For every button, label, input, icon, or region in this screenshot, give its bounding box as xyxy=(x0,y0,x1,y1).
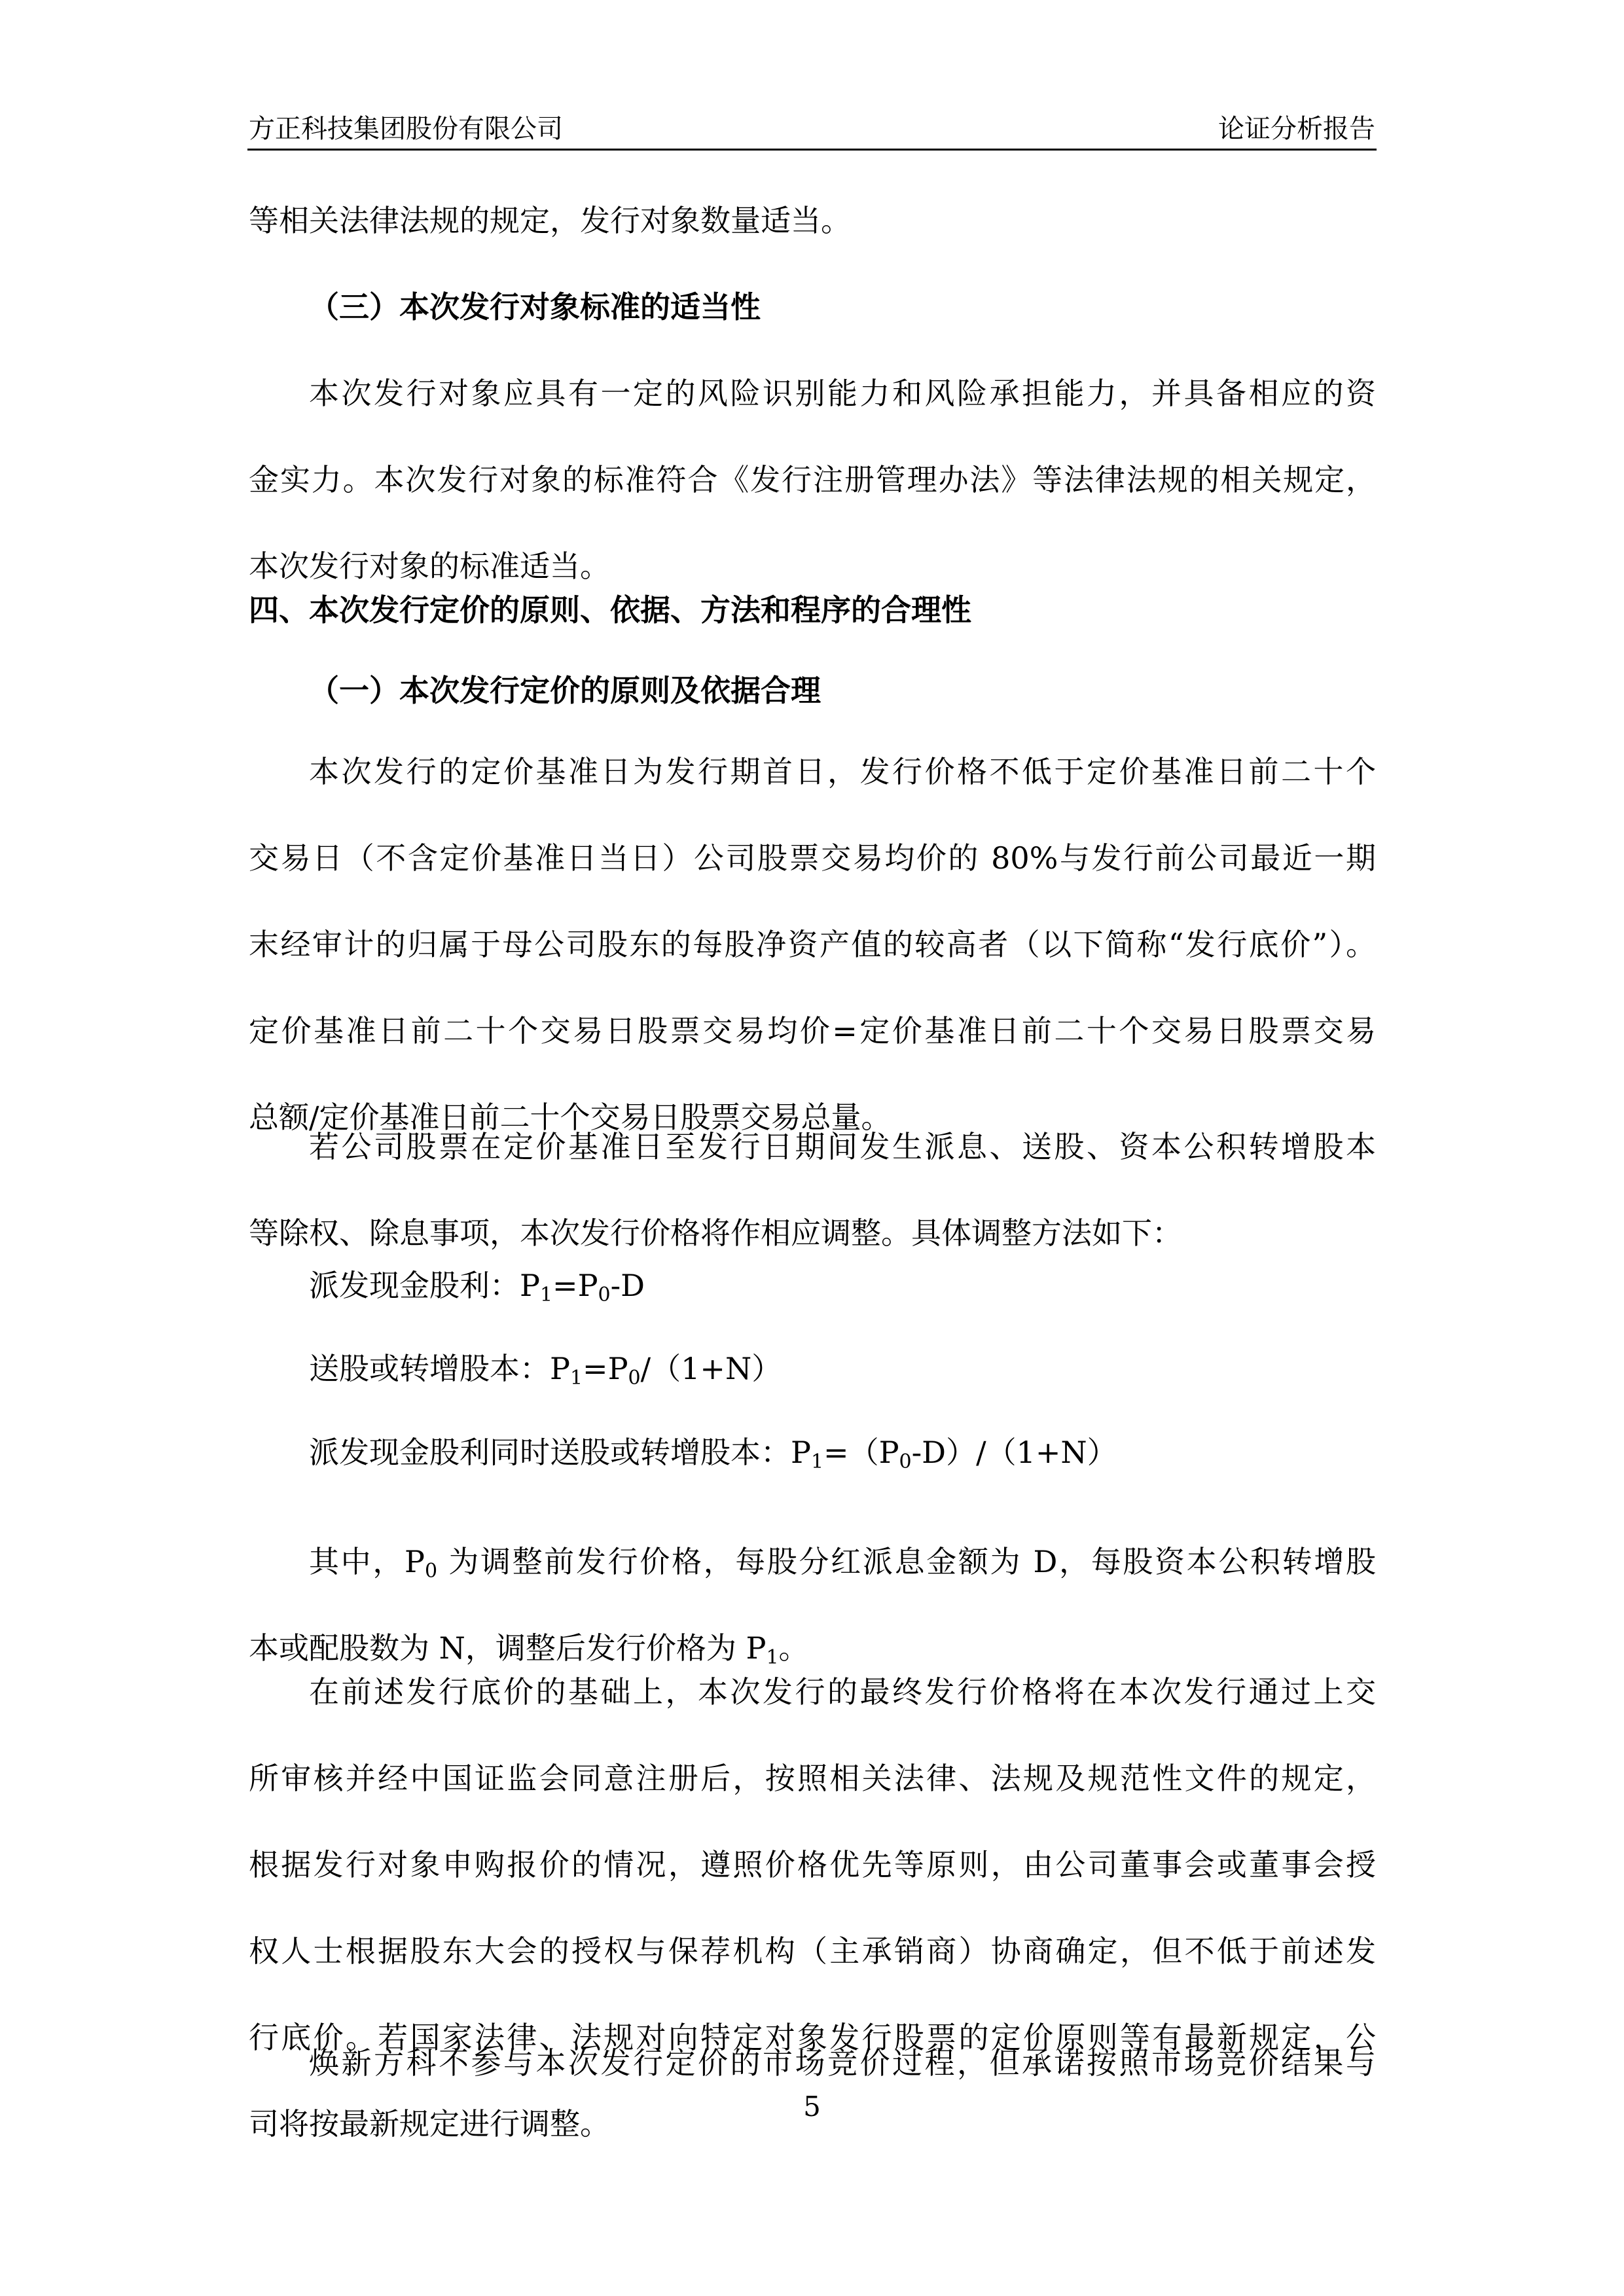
header-divider xyxy=(247,149,1377,151)
header-company: 方正科技集团股份有限公司 xyxy=(249,114,563,144)
heading-3-issuance-standard: （三）本次发行对象标准的适当性 xyxy=(309,289,761,325)
paragraph-standards: 本次发行对象应具有一定的风险识别能力和风险承担能力，并具备相应的资 金实力。本次发行对象的标准符合《发行注册管理办法》等法律法规的相关规定， 本次发行对象的标准适当。 xyxy=(249,376,1376,584)
paragraph-variable-definitions: 其中，$P_0$ 为调整前发行价格，每股分红派息金额为 D，每股资本公积转增股 本或配股数为 N，调整后发行价格为 $P_1$。 xyxy=(249,1544,1376,1669)
heading-4-pricing: 四、本次发行定价的原则、依据、方法和程序的合理性 xyxy=(249,592,971,628)
paragraph-adjustment: 若公司股票在定价基准日至发行日期间发生派息、送股、资本公积转增股本 等除权、除息事项，本次发行价格将作相应调整。具体调整方法如下： xyxy=(249,1129,1376,1251)
paragraph-subscriber-commitment: 焕新方科不参与本次发行定价的市场竞价过程，但承诺按照市场竞价结果与 xyxy=(309,2045,1376,2081)
paragraph-continuation: 等相关法律法规的规定，发行对象数量适当。 xyxy=(249,203,851,238)
page-number: 5 xyxy=(803,2090,821,2123)
formula-cash-dividend: 派发现金股利：$P_1=P_0-D$ xyxy=(309,1268,645,1306)
paragraph-pricing-basis: 本次发行的定价基准日为发行期首日，发行价格不低于定价基准日前二十个 交易日（不含定价基准日当日）公司股票交易均价的 80%与发行前公司最近一期 末经审计的归属于母公司股东的每股净资产值的较高者（以下简称“发行底价”）。 定价基准日前二十个交易日股票交易均价=定价基准日前二十个交易日股票交易 总额/定价基准日前二十个交易日股票交易总量。 xyxy=(249,754,1376,1135)
header-doc-type: 论证分析报告 xyxy=(1218,114,1375,144)
formula-stock-dividend: 送股或转增股本：$P_1=P_0/(1+N)$ xyxy=(309,1351,782,1390)
formula-combined: 派发现金股利同时送股或转增股本：$P_1=(P_0-D)/(1+N)$ xyxy=(309,1435,1117,1473)
heading-4-1-pricing-basis: （一）本次发行定价的原则及依据合理 xyxy=(309,673,821,708)
paragraph-final-pricing: 在前述发行底价的基础上，本次发行的最终发行价格将在本次发行通过上交 所审核并经中国证监会同意注册后，按照相关法律、法规及规范性文件的规定， 根据发行对象申购报价的情况，遵照价格优先等原则，由公司董事会或董事会授 权人士根据股东大会的授权与保荐机构（主承销商）协商确定，但不低于前述发 行底价。若国家法律、法规对向特定对象发行股票的定价原则等有最新规定，公 司将按最新规定进行调整。 xyxy=(249,1674,1376,2142)
